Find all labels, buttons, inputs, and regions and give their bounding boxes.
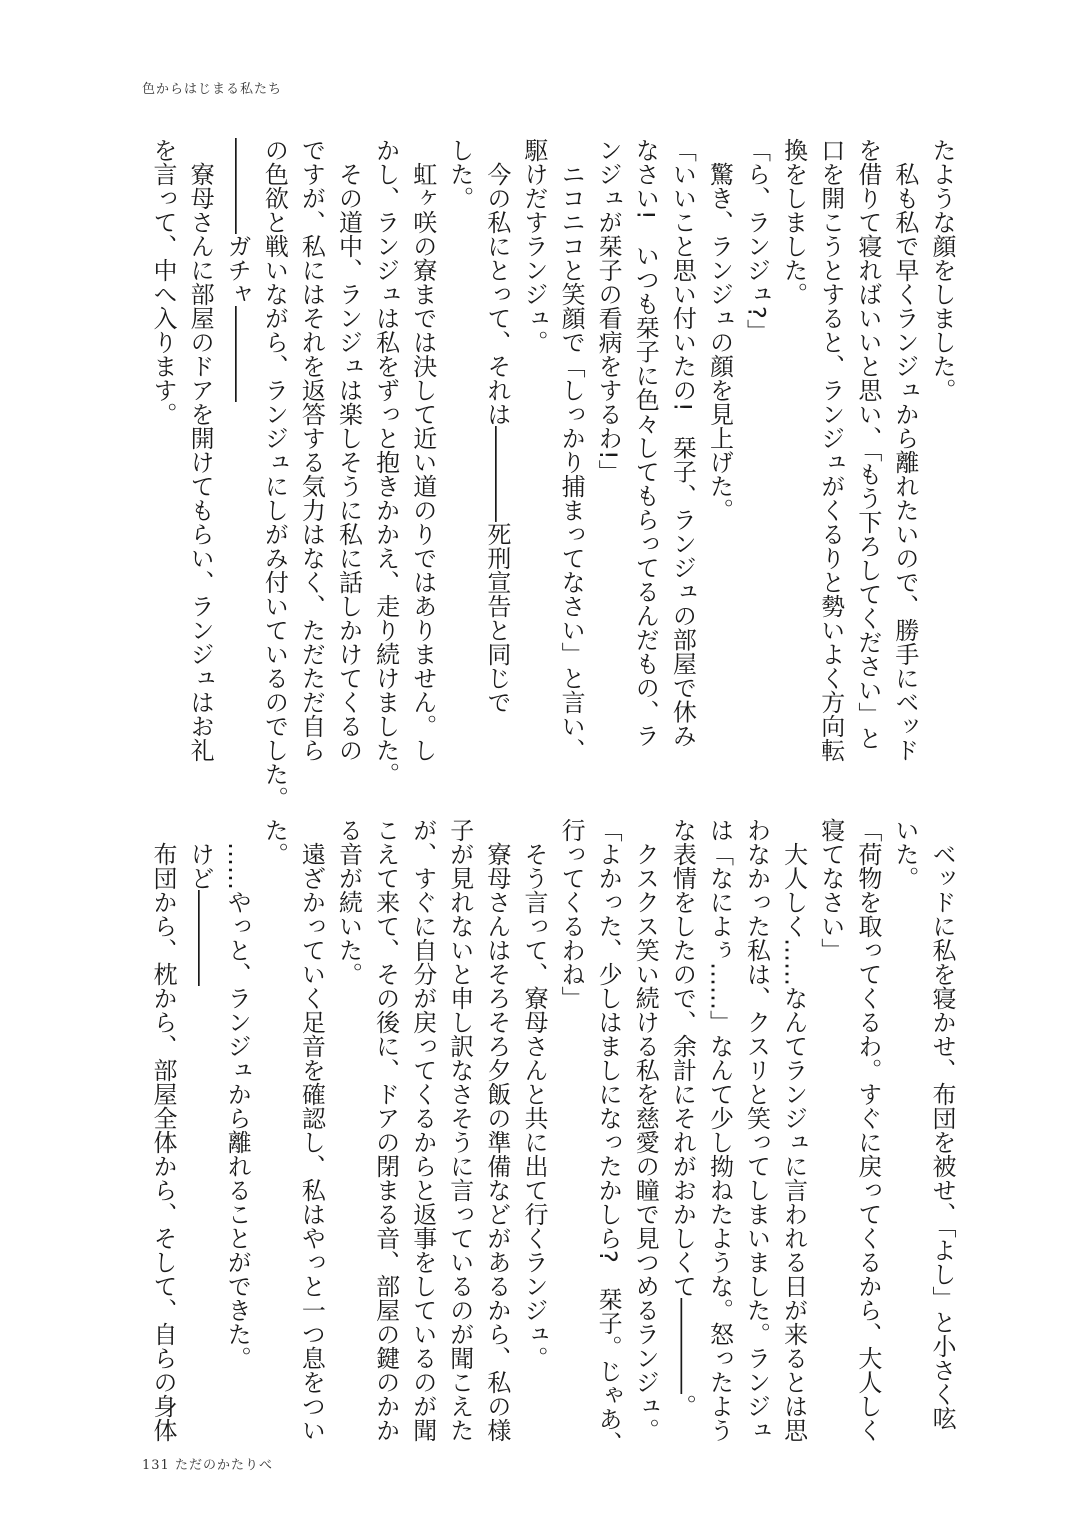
text-column: を言って、中へ入ります。 xyxy=(149,138,178,426)
text-column: いた。 xyxy=(890,818,919,890)
text-column: た。 xyxy=(260,818,289,866)
text-column: クスクス笑い続ける私を慈愛の瞳で見つめるランジュ。 xyxy=(631,818,660,1442)
text-column: ですが、私にはそれを返答する気力はなく、ただただ自ら xyxy=(297,138,326,762)
text-column: 寮母さんに部屋のドアを開けてもらい、ランジュはお礼 xyxy=(186,138,215,762)
page-footer xyxy=(142,1454,273,1473)
text-column: ベッドに私を寝かせ、布団を被せ、「よし」と小さく呟 xyxy=(928,818,956,1430)
text-column: 子が見れないと申し訳なさそうに言っているのが聞こえた xyxy=(445,818,474,1442)
text-column: 「荷物を取ってくるわ。すぐに戻ってくるから、大人しく xyxy=(853,818,882,1442)
text-column: 寝てなさい」 xyxy=(816,818,845,962)
text-column: な表情をしたので、余計にそれがおかしくて――――。 xyxy=(668,818,697,1418)
text-column: した。 xyxy=(445,138,474,210)
text-column: 「ら、ランジュ?」 xyxy=(742,138,771,343)
text-column: 虹ヶ咲の寮までは決して近い道のりではありません。し xyxy=(408,138,437,762)
text-column: の色欲と戦いながら、ランジュにしがみ付いているのでした。 xyxy=(260,138,289,810)
text-column: そう言って、寮母さんと共に出て行くランジュ。 xyxy=(519,818,548,1370)
text-column: 私も私で早くランジュから離れたいので、勝手にベッド xyxy=(890,138,919,762)
text-column: ……やっと、ランジュから離れることができた。 xyxy=(223,818,252,1370)
text-column: る音が続いた。 xyxy=(334,818,363,986)
text-column: その道中、ランジュは楽しそうに私に話しかけてくるの xyxy=(334,138,363,762)
running-head: 色からはじまる私たち xyxy=(142,82,283,97)
text-column: ニコニコと笑顔で「しっかり捕まってなさい」と言い、 xyxy=(557,138,586,762)
text-column: 行ってくるわね」 xyxy=(557,818,586,1010)
text-column: 布団から、枕から、部屋全体から、そして、自らの身体 xyxy=(149,818,178,1442)
text-column: 遠ざかっていく足音を確認し、私はやっと一つ息をつい xyxy=(297,818,326,1442)
text-column: が、すぐに自分が戻ってくるからと返事をしているのが聞 xyxy=(408,818,437,1442)
text-column: 「よかった、少しはましになったかしら? 栞子。じゃあ、 xyxy=(594,818,623,1455)
page-number: 131 xyxy=(142,1458,170,1473)
text-column: なさい! いつも栞子に色々してもらってるんだもの、ラ xyxy=(631,138,660,748)
text-column: 大人しく……なんてランジュに言われる日が来るとは思 xyxy=(779,818,808,1442)
text-column: 寮母さんはそろそろ夕飯の準備などがあるから、私の様 xyxy=(482,818,511,1442)
upper-text-block xyxy=(142,138,960,810)
text-column: 今の私にとって、それは――――死刑宣告と同じで xyxy=(482,138,511,714)
text-column: たような顔をしました。 xyxy=(928,138,956,402)
text-column: 「いいこと思い付いたの! 栞子、ランジュの部屋で休み xyxy=(668,138,697,748)
text-column: こえて来て、その後に、ドアの閉まる音、部屋の鍵のかか xyxy=(371,818,400,1442)
text-column: は「なによぅ……」なんて少し拗ねたような。怒ったよう xyxy=(705,818,734,1442)
text-column: かし、ランジュは私をずっと抱きかかえ、走り続けました。 xyxy=(371,138,400,786)
text-column: けど―――― xyxy=(186,818,215,986)
text-column: 換をしました。 xyxy=(779,138,808,306)
footer-author: ただのかたりべ xyxy=(174,1458,273,1473)
text-column: 口を開こうとすると、ランジュがくるりと勢いよく方向転 xyxy=(816,138,845,762)
lower-text-block xyxy=(142,818,960,1455)
text-column: ンジュが栞子の看病をするわ!」 xyxy=(594,138,623,484)
text-column: 驚き、ランジュの顔を見上げた。 xyxy=(705,138,734,522)
text-column: を借りて寝ればいいと思い、「もう下ろしてください」と xyxy=(853,138,882,750)
text-column: 駆けだすランジュ。 xyxy=(519,138,548,354)
text-column: わなかった私は、クスリと笑ってしまいました。ランジュ xyxy=(742,818,771,1442)
text-column: ――――ガチャ―――― xyxy=(223,138,252,402)
